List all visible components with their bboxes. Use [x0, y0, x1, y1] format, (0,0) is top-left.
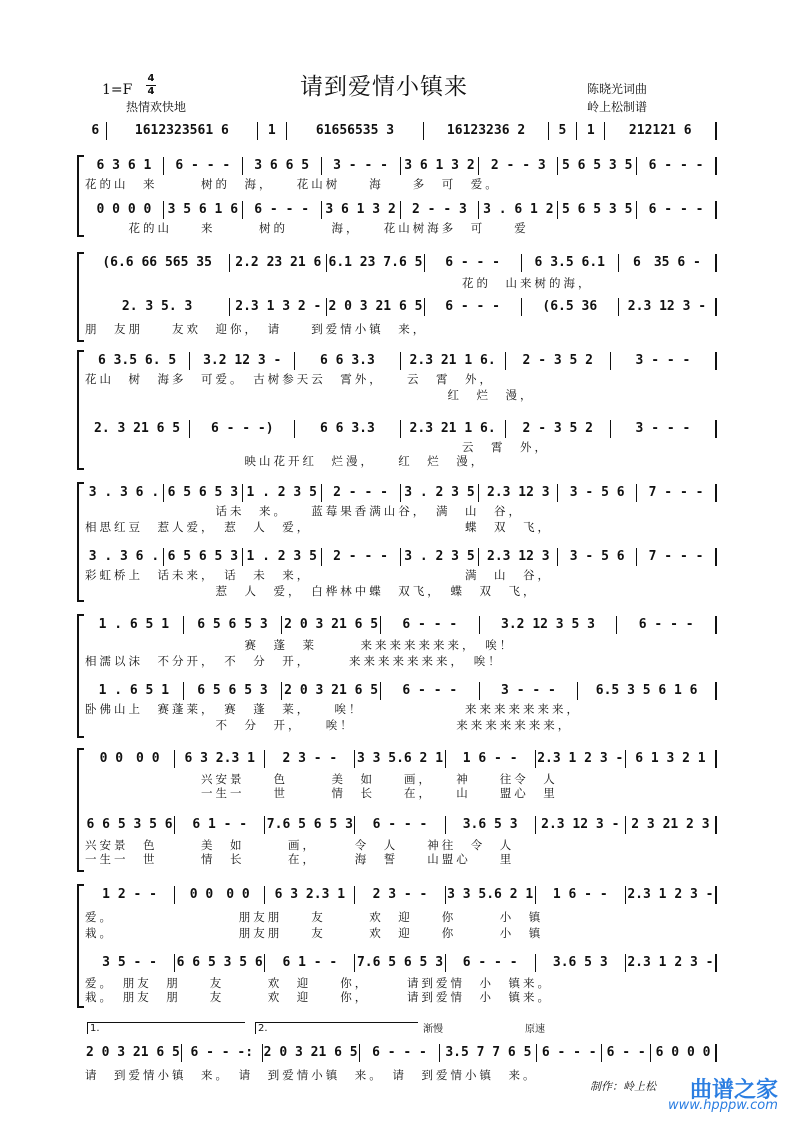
measure: 6 6 3.3 — [295, 352, 400, 370]
measure: 1 . 2 3 5 — [243, 548, 322, 566]
measure: 2 - - 3 — [401, 201, 480, 219]
measure: 6 3.5 6.1 — [522, 254, 619, 272]
meter-top: 4 — [147, 73, 155, 84]
staff-upper — [85, 750, 717, 768]
measure: 2.3 1 2 3 - — [626, 954, 717, 972]
measure: 2.3 12 3 - — [536, 816, 626, 834]
staff-lower — [85, 816, 717, 834]
system-3 — [85, 350, 717, 470]
measure: 6 - - - — [425, 254, 522, 272]
intro-bar: 5 — [549, 122, 577, 140]
measure: 2.3 12 3 - — [619, 298, 717, 316]
lyric-line: 一生一 世 情 长 在， 海 誓 山盟心 里 — [85, 852, 515, 866]
lyric-line: 映山花开红 烂漫， 红 烂 漫， — [85, 454, 486, 468]
staff-lower — [85, 420, 717, 438]
measure: 2.3 1 2 3 - — [536, 750, 626, 768]
system-brace — [77, 350, 84, 470]
staff-upper — [85, 616, 717, 634]
staff-lower — [85, 201, 717, 219]
measure: 3.6 5 3 — [536, 954, 626, 972]
measure: 2 3 - - — [265, 750, 355, 768]
lyric-line: 兴安景 色 美 如 画， 令 人 神往 令 人 — [85, 838, 515, 852]
measure: 3 3 5.6 2 1 — [355, 750, 445, 768]
measure: 3 6 6 5 — [243, 157, 322, 175]
system-5 — [85, 614, 717, 738]
ritardando-mark: 渐慢 — [423, 1024, 443, 1035]
measure: 2.3 21 1 6. — [401, 420, 506, 438]
lyrics-credit: 陈晓光词曲 — [587, 82, 648, 96]
measure: 6 6 5 3 5 6 — [175, 954, 265, 972]
measure: 3 . 3 6 . — [85, 548, 164, 566]
measure: 1 6 - - — [536, 886, 626, 904]
lyric-line: 红 烂 漫， — [85, 388, 535, 402]
measure: 1 6 - - — [446, 750, 536, 768]
system-brace — [77, 155, 84, 237]
measure: 1 . 6 5 1 — [85, 682, 184, 700]
measure: 2. 3 5. 3 — [85, 298, 230, 316]
measure: 1 . 2 3 5 — [243, 484, 322, 502]
tempo-marking: 热情欢快地 — [126, 100, 187, 114]
site-logo: 曲谱之家 — [690, 1077, 779, 1103]
lyric-line: 话未 来。 蓝莓果香满山谷， 满 山 谷， — [85, 504, 523, 518]
intro-bar: 1612323561 6 — [107, 122, 259, 140]
system-7 — [85, 884, 717, 1008]
measure: 2.3 1 2 3 - — [626, 886, 717, 904]
measure: 6 - - - — [164, 157, 243, 175]
lyric-line: 不 分 开， 唉！ 来来来来来来来， — [85, 718, 573, 732]
measure: 6 5 6 5 3 — [164, 548, 243, 566]
measure: 2 - 3 5 2 — [506, 420, 611, 438]
measure: 2 0 3 21 6 5 — [282, 616, 381, 634]
measure: (6.5 36 — [522, 298, 619, 316]
measure: 6 - - - — [243, 201, 322, 219]
measure: 3 3 5.6 2 1 — [446, 886, 536, 904]
system-brace — [77, 252, 84, 342]
intro-bar: 6 — [85, 122, 107, 140]
lyric-line: 花的 山来树的海， — [85, 276, 593, 290]
measure: 6 - - - — [537, 1044, 602, 1062]
measure: 6 5 6 5 3 — [184, 616, 283, 634]
system-brace — [77, 884, 84, 1008]
measure: 3 6 1 3 2 — [401, 157, 480, 175]
time-signature — [146, 74, 156, 97]
measure: 3 - - - — [480, 682, 579, 700]
measure: 3 . 2 3 5 — [401, 484, 480, 502]
measure: 2.3 12 3 — [479, 548, 558, 566]
staff-upper — [85, 254, 717, 272]
measure: 3 6 1 3 2 — [322, 201, 401, 219]
measure: 6 - - - — [425, 298, 522, 316]
page-title: 请到爱情小镇来 — [300, 74, 468, 100]
staff-lower — [85, 298, 717, 316]
staff-lower — [85, 548, 717, 566]
lyric-line: 花山 树 海多 可爱。 古树参天云 霄外， 云 霄 外， — [85, 372, 494, 386]
measure: 0 0 0 0 — [85, 750, 175, 768]
measure: 5 6 5 3 5 — [558, 157, 637, 175]
site-url: www.hpppw.com — [668, 1098, 778, 1113]
measure: 6 - - - — [637, 201, 717, 219]
lyric-line: 兴安景 色 美 如 画， 神 往令 人 — [85, 772, 558, 786]
intro-bar: 212121 6 — [605, 122, 717, 140]
measure: 1 2 - - — [85, 886, 175, 904]
lyric-line: 栽。 朋友 朋 友 欢 迎 你， 请到爱情 小 镇来。 — [85, 990, 552, 1004]
measure: 2 0 3 21 6 5 — [282, 682, 381, 700]
measure: 2 - - - — [322, 484, 401, 502]
lyric-line: 一生一 世 情 长 在， 山 盟心 里 — [85, 786, 558, 800]
measure: 2.3 12 3 — [479, 484, 558, 502]
measure: 6 - - - — [446, 954, 536, 972]
second-ending: 2. — [255, 1022, 418, 1034]
measure: 7.6 5 6 5 3 — [355, 954, 445, 972]
measure: 3 - - - — [322, 157, 401, 175]
lyric-line: 相思红豆 惹人爱， 惹 人 爱， 蝶 双 飞， — [85, 520, 552, 534]
measure: 2 3 - - — [355, 886, 445, 904]
intro-bar: 61656535 3 — [287, 122, 425, 140]
lyric-line: 朋 友朋 友欢 迎你， 请 到爱情小镇 来， — [85, 322, 428, 336]
measure: 6 - - - — [355, 816, 445, 834]
measure: 3.2 12 3 5 3 — [480, 616, 618, 634]
measure: 6 - - - — [381, 682, 480, 700]
measure: 2 0 3 21 6 5 — [327, 298, 424, 316]
measure: 3 - 5 6 — [558, 548, 637, 566]
lyric-line: 相濡以沫 不分开， 不 分 开， 来来来来来来来， 唉！ — [85, 654, 503, 668]
measure: 2 3 21 2 3 — [626, 816, 717, 834]
measure: 6 3 6 1 — [85, 157, 164, 175]
a-tempo-mark: 原速 — [525, 1024, 545, 1035]
lyric-line: 花的山 来 树的 海， 花山树海多 可 爱 — [85, 221, 529, 235]
measure: 3 . 2 3 5 — [401, 548, 480, 566]
measure: 3 . 3 6 . — [85, 484, 164, 502]
staff-upper — [85, 352, 717, 370]
measure: 3 5 6 1 6 — [164, 201, 243, 219]
intro-bar: 16123236 2 — [424, 122, 548, 140]
lyric-line: 彩虹桥上 话未来， 话 未 来， 满 山 谷， — [85, 568, 552, 582]
measure: 6 - - - — [360, 1044, 441, 1062]
measure: 3.2 12 3 - — [190, 352, 295, 370]
measure: 6 0 0 0 — [651, 1044, 717, 1062]
lyric-line: 云 霄 外， — [85, 440, 549, 454]
lyric-line: 栽。 朋友朋 友 欢 迎 你 小 镇 — [85, 926, 544, 940]
measure: 2 - - - — [322, 548, 401, 566]
system-brace — [77, 748, 84, 872]
measure: 6.5 3 5 6 1 6 — [578, 682, 717, 700]
measure: 6 6 5 3 5 6 — [85, 816, 175, 834]
measure: 3 - - - — [611, 420, 717, 438]
lyric-line: 赛 蓬 莱 来来来来来来来， 唉！ — [85, 638, 515, 652]
measure: 6 3.5 6. 5 — [85, 352, 190, 370]
measure: (6.6 66 565 35 — [85, 254, 230, 272]
system-4 — [85, 482, 717, 602]
measure: 2. 3 21 6 5 — [85, 420, 190, 438]
staff-lower — [85, 954, 717, 972]
system-brace — [77, 482, 84, 602]
system-2 — [85, 252, 717, 342]
lyric-line: 爱。 朋友朋 友 欢 迎 你 小 镇 — [85, 910, 544, 924]
measure: 6 35 6 - — [619, 254, 717, 272]
measure: 6 - - -: — [182, 1044, 263, 1062]
staff-upper — [85, 157, 717, 175]
measure: 7.6 5 6 5 3 — [265, 816, 355, 834]
meter-bottom: 4 — [147, 86, 155, 97]
measure: 6 - - - — [617, 616, 717, 634]
key-signature: 1=F — [102, 82, 133, 98]
measure: 6 3 2.3 1 — [265, 886, 355, 904]
measure: 6 6 3.3 — [295, 420, 400, 438]
measure: 6.1 23 7.6 5 — [327, 254, 424, 272]
staff-upper — [85, 886, 717, 904]
score-credit: 岭上松制谱 — [587, 100, 648, 114]
arranger-signature: 制作：岭上松 — [590, 1080, 656, 1093]
first-ending: 1. — [87, 1022, 245, 1034]
measure: 6 1 - - — [265, 954, 355, 972]
measure: 3 5 - - — [85, 954, 175, 972]
measure: 6 - - -) — [190, 420, 295, 438]
measure: 6 1 3 2 1 — [626, 750, 717, 768]
measure: 0 0 0 0 — [175, 886, 265, 904]
staff-upper — [85, 484, 717, 502]
lyric-line: 爱。 朋友 朋 友 欢 迎 你， 请到爱情 小 镇来。 — [85, 976, 552, 990]
system-brace — [77, 614, 84, 738]
staff-lower — [85, 682, 717, 700]
measure: 2.2 23 21 6 — [230, 254, 327, 272]
lyric-line: 花的山 来 树的 海， 花山树 海 多 可 爱。 — [85, 177, 500, 191]
measure: 6 5 6 5 3 — [164, 484, 243, 502]
measure: 2.3 1 3 2 - — [230, 298, 327, 316]
measure: 2 - 3 5 2 — [506, 352, 611, 370]
measure: 0 0 0 0 — [85, 201, 164, 219]
measure: 3.6 5 3 — [446, 816, 536, 834]
measure: 1 . 6 5 1 — [85, 616, 184, 634]
lyric-line: 请 到爱情小镇 来。 请 到爱情小镇 来。 请 到爱情小镇 来。 — [85, 1068, 538, 1082]
lyric-line: 卧佛山上 赛蓬莱， 赛 蓬 莱， 唉！ 来来来来来来来， — [85, 702, 581, 716]
measure: 3 . 6 1 2 — [479, 201, 558, 219]
measure: 6 5 6 5 3 — [184, 682, 283, 700]
intro-notes — [85, 122, 717, 140]
staff-final — [85, 1044, 717, 1062]
measure: 6 - - - — [637, 157, 717, 175]
intro-bar: 1 — [258, 122, 286, 140]
measure: 6 3 2.3 1 — [175, 750, 265, 768]
measure: 2 0 3 21 6 5 — [85, 1045, 180, 1060]
system-1 — [85, 155, 717, 237]
measure: 2 0 3 21 6 5 — [263, 1045, 358, 1060]
intro-bar: 1 — [577, 122, 605, 140]
measure: 2.3 21 1 6. — [401, 352, 506, 370]
system-6 — [85, 748, 717, 872]
measure: 2 - - 3 — [479, 157, 558, 175]
measure: 6 - - — [602, 1044, 651, 1062]
measure: 3.5 7 7 6 5 — [440, 1044, 537, 1062]
measure: 7 - - - — [637, 548, 717, 566]
measure: 6 1 - - — [175, 816, 265, 834]
lyric-line: 惹 人 爱， 白桦林中蝶 双飞， 蝶 双 飞， — [85, 584, 538, 598]
measure: 6 - - - — [381, 616, 480, 634]
measure: 7 - - - — [637, 484, 717, 502]
measure: 5 6 5 3 5 — [558, 201, 637, 219]
measure: 3 - 5 6 — [558, 484, 637, 502]
measure: 3 - - - — [611, 352, 717, 370]
